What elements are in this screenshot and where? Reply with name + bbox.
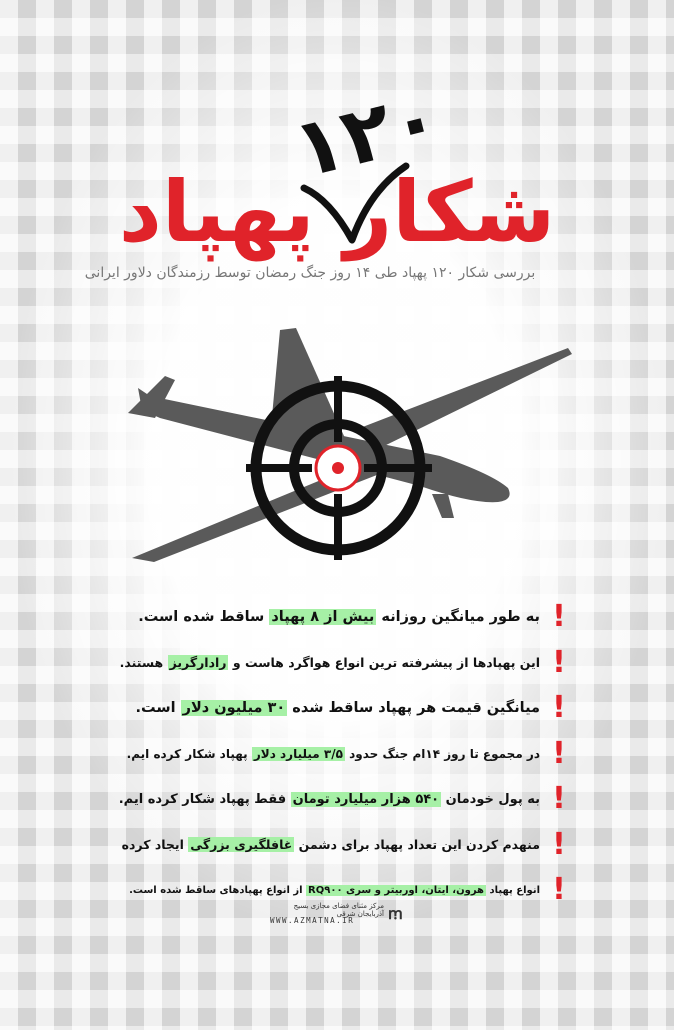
fact-text-end: هستند. (119, 655, 168, 670)
fact-text-start: به طور میانگین روزانه (376, 609, 540, 625)
fact-text-start: انواع پهپاد (486, 884, 540, 896)
facts-list (110, 600, 570, 919)
poster-number: ۱۲۰ (284, 70, 450, 197)
poster-title-block (0, 50, 674, 261)
fact-text-start: به پول خودمان (441, 791, 540, 807)
fact-text-end: از انواع پهپادهای ساقط شده است. (129, 884, 307, 896)
fact-text (138, 609, 540, 625)
fact-text-end: ساقط شده است. (138, 609, 270, 625)
fact-text-end: ایجاد کرده (121, 837, 189, 852)
footer-url[interactable]: WWW.AZMATNA.IR (270, 916, 355, 925)
fact-highlight: ۳۰ میلیون دلار (182, 700, 286, 716)
fact-item (110, 646, 570, 680)
fact-item (110, 600, 570, 634)
fact-item (110, 828, 570, 862)
fact-text (135, 700, 540, 716)
fact-text (127, 747, 540, 761)
fact-highlight: هرون، ایتان، اوربیتر و سری RQ۹۰۰ (308, 884, 484, 896)
fact-text-start: میانگین قیمت هر پهپاد ساقط شده (287, 700, 540, 716)
fact-item (110, 782, 570, 816)
exclamation-icon: ! (552, 781, 566, 816)
poster-title: شکار پهپاد (118, 163, 556, 261)
fact-text-end: فقط پهپاد شکار کرده ایم. (118, 791, 291, 807)
poster-subtitle: بررسی شکار ۱۲۰ پهپاد طی ۱۴ روز جنگ رمضان توسط رزمندگان دلاور ایرانی (84, 265, 536, 281)
drone-target-illustration (120, 318, 590, 578)
drone-silhouette-icon (128, 328, 572, 562)
fact-item (110, 737, 570, 771)
footer-org: مرکز مثنای فضای مجازی بسیج آذربایجان شرقی (293, 902, 384, 918)
fact-text-end: پهپاد شکار کرده ایم. (126, 746, 252, 761)
footer-credit (270, 900, 410, 934)
fact-text (122, 837, 540, 852)
fact-text-start: این پهپادها از پیشرفته ترین انواع هواگرد هاست و (228, 655, 540, 670)
fact-item (110, 691, 570, 725)
exclamation-icon: ! (552, 599, 566, 634)
azmatna-logo-icon: ꭑ (388, 904, 403, 923)
exclamation-icon: ! (552, 735, 566, 771)
fact-text-start: در مجموع تا روز ۱۴ام جنگ حدود (344, 746, 540, 761)
fact-highlight: ۳/۵ میلیارد دلار (253, 746, 343, 761)
fact-text-start: منهدم کردن این تعداد پهپاد برای دشمن (294, 837, 540, 852)
fact-text-end: است. (135, 700, 181, 716)
fact-text (119, 792, 540, 807)
fact-highlight: غافلگیری بزرگی (190, 837, 293, 852)
exclamation-icon: ! (552, 826, 566, 862)
fact-text (120, 655, 540, 670)
exclamation-icon: ! (552, 644, 566, 680)
fact-highlight: بیش از ۸ پهپاد (271, 609, 375, 625)
fact-text (129, 885, 540, 896)
fact-highlight: رادارگریز (169, 655, 227, 670)
exclamation-icon: ! (552, 690, 566, 725)
fact-highlight: ۵۴۰ هزار میلیارد تومان (292, 791, 440, 807)
exclamation-icon: ! (552, 872, 566, 907)
